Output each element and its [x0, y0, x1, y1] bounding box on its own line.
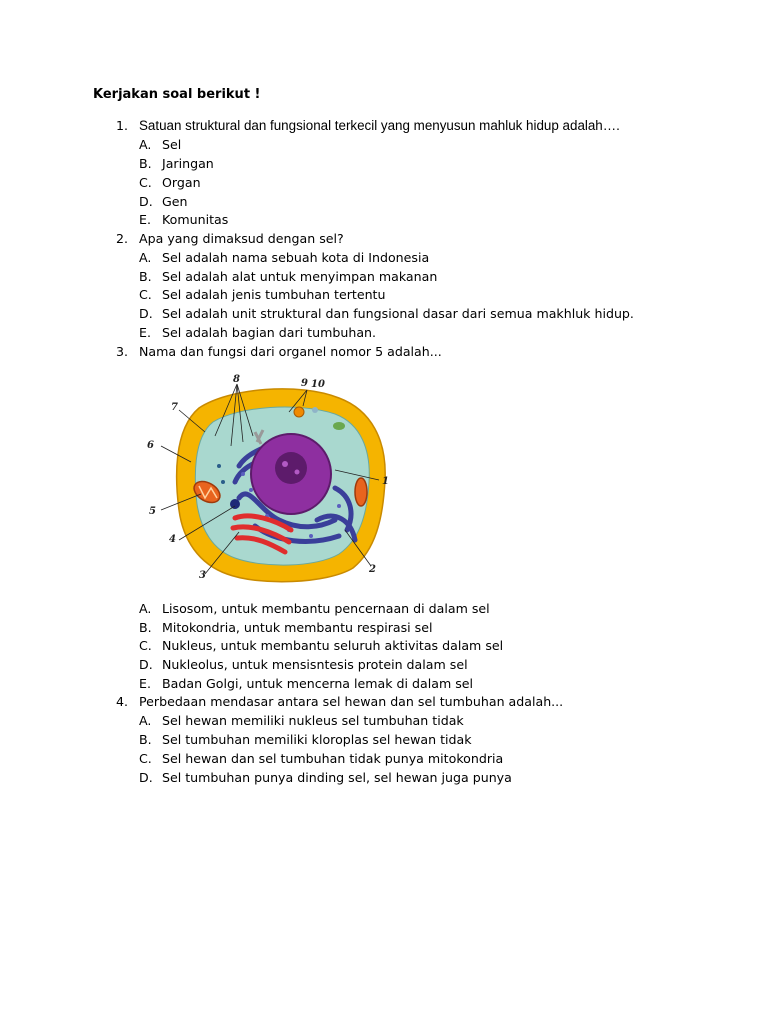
option-text: Gen — [162, 194, 188, 209]
option-letter: D. — [139, 194, 153, 209]
option-text: Organ — [162, 175, 201, 190]
option-text: Nukleus, untuk membantu seluruh aktivitas dalam sel — [162, 638, 504, 653]
option-text: Komunitas — [162, 212, 229, 227]
option-letter: B. — [139, 732, 152, 747]
option-text: Sel — [162, 137, 182, 152]
option-letter: E. — [139, 676, 151, 691]
option-text: Sel adalah nama sebuah kota di Indonesia — [162, 250, 430, 265]
option-letter: A. — [139, 713, 152, 728]
option-letter: D. — [139, 306, 153, 321]
label-5: 5 — [149, 506, 156, 517]
label-6: 6 — [147, 440, 154, 451]
nucleolus — [275, 452, 307, 484]
animal-cell-diagram — [139, 370, 396, 587]
option-text: Sel adalah bagian dari tumbuhan. — [162, 325, 377, 340]
option-letter: A. — [139, 601, 152, 616]
vesicle — [312, 407, 318, 413]
label-8: 8 — [233, 374, 240, 385]
label-1: 1 — [382, 476, 389, 487]
option-letter: C. — [139, 638, 152, 653]
question-text: Apa yang dimaksud dengan sel? — [139, 231, 344, 246]
label-3: 3 — [199, 570, 206, 581]
option-text: Sel adalah unit struktural dan fungsional dasar dari semua makhluk hidup. — [162, 306, 634, 321]
option-text: Mitokondria, untuk membantu respirasi sel — [162, 620, 433, 635]
label-2: 2 — [369, 564, 376, 575]
option-text: Sel adalah jenis tumbuhan tertentu — [162, 287, 386, 302]
page-title: Kerjakan soal berikut ! — [93, 87, 261, 102]
option-letter: E. — [139, 325, 151, 340]
option-letter: D. — [139, 657, 153, 672]
label-10: 10 — [311, 379, 325, 390]
question-text: Satuan struktural dan fungsional terkecil yang menyusun mahluk hidup adalah…. — [139, 118, 620, 133]
label-4: 4 — [169, 534, 176, 545]
label-9: 9 — [301, 378, 308, 389]
option-text: Sel hewan dan sel tumbuhan tidak punya mitokondria — [162, 751, 504, 766]
question-number: 4. — [116, 694, 129, 709]
label-7: 7 — [171, 402, 178, 413]
option-text: Sel tumbuhan punya dinding sel, sel hewan juga punya — [162, 770, 512, 785]
question-text: Nama dan fungsi dari organel nomor 5 adalah... — [139, 344, 442, 359]
option-text: Jaringan — [162, 156, 214, 171]
lysosome — [230, 499, 240, 509]
option-text: Sel adalah alat untuk menyimpan makanan — [162, 269, 438, 284]
option-letter: A. — [139, 137, 152, 152]
question-number: 2. — [116, 231, 129, 246]
option-text: Sel tumbuhan memiliki kloroplas sel hewan tidak — [162, 732, 472, 747]
option-letter: C. — [139, 287, 152, 302]
option-letter: B. — [139, 269, 152, 284]
option-letter: A. — [139, 250, 152, 265]
option-text: Sel hewan memiliki nukleus sel tumbuhan tidak — [162, 713, 464, 728]
option-letter: C. — [139, 175, 152, 190]
option-text: Lisosom, untuk membantu pencernaan di dalam sel — [162, 601, 490, 616]
vesicle — [333, 422, 345, 430]
option-letter: E. — [139, 212, 151, 227]
question-number: 3. — [116, 344, 129, 359]
option-letter: B. — [139, 620, 152, 635]
vesicle — [294, 407, 304, 417]
question-text: Perbedaan mendasar antara sel hewan dan sel tumbuhan adalah... — [139, 694, 564, 709]
question-number: 1. — [116, 118, 129, 133]
option-text: Nukleolus, untuk mensisntesis protein dalam sel — [162, 657, 468, 672]
option-letter: B. — [139, 156, 152, 171]
option-text: Badan Golgi, untuk mencerna lemak di dalam sel — [162, 676, 474, 691]
mitochondrion — [355, 478, 367, 506]
option-letter: D. — [139, 770, 153, 785]
option-letter: C. — [139, 751, 152, 766]
